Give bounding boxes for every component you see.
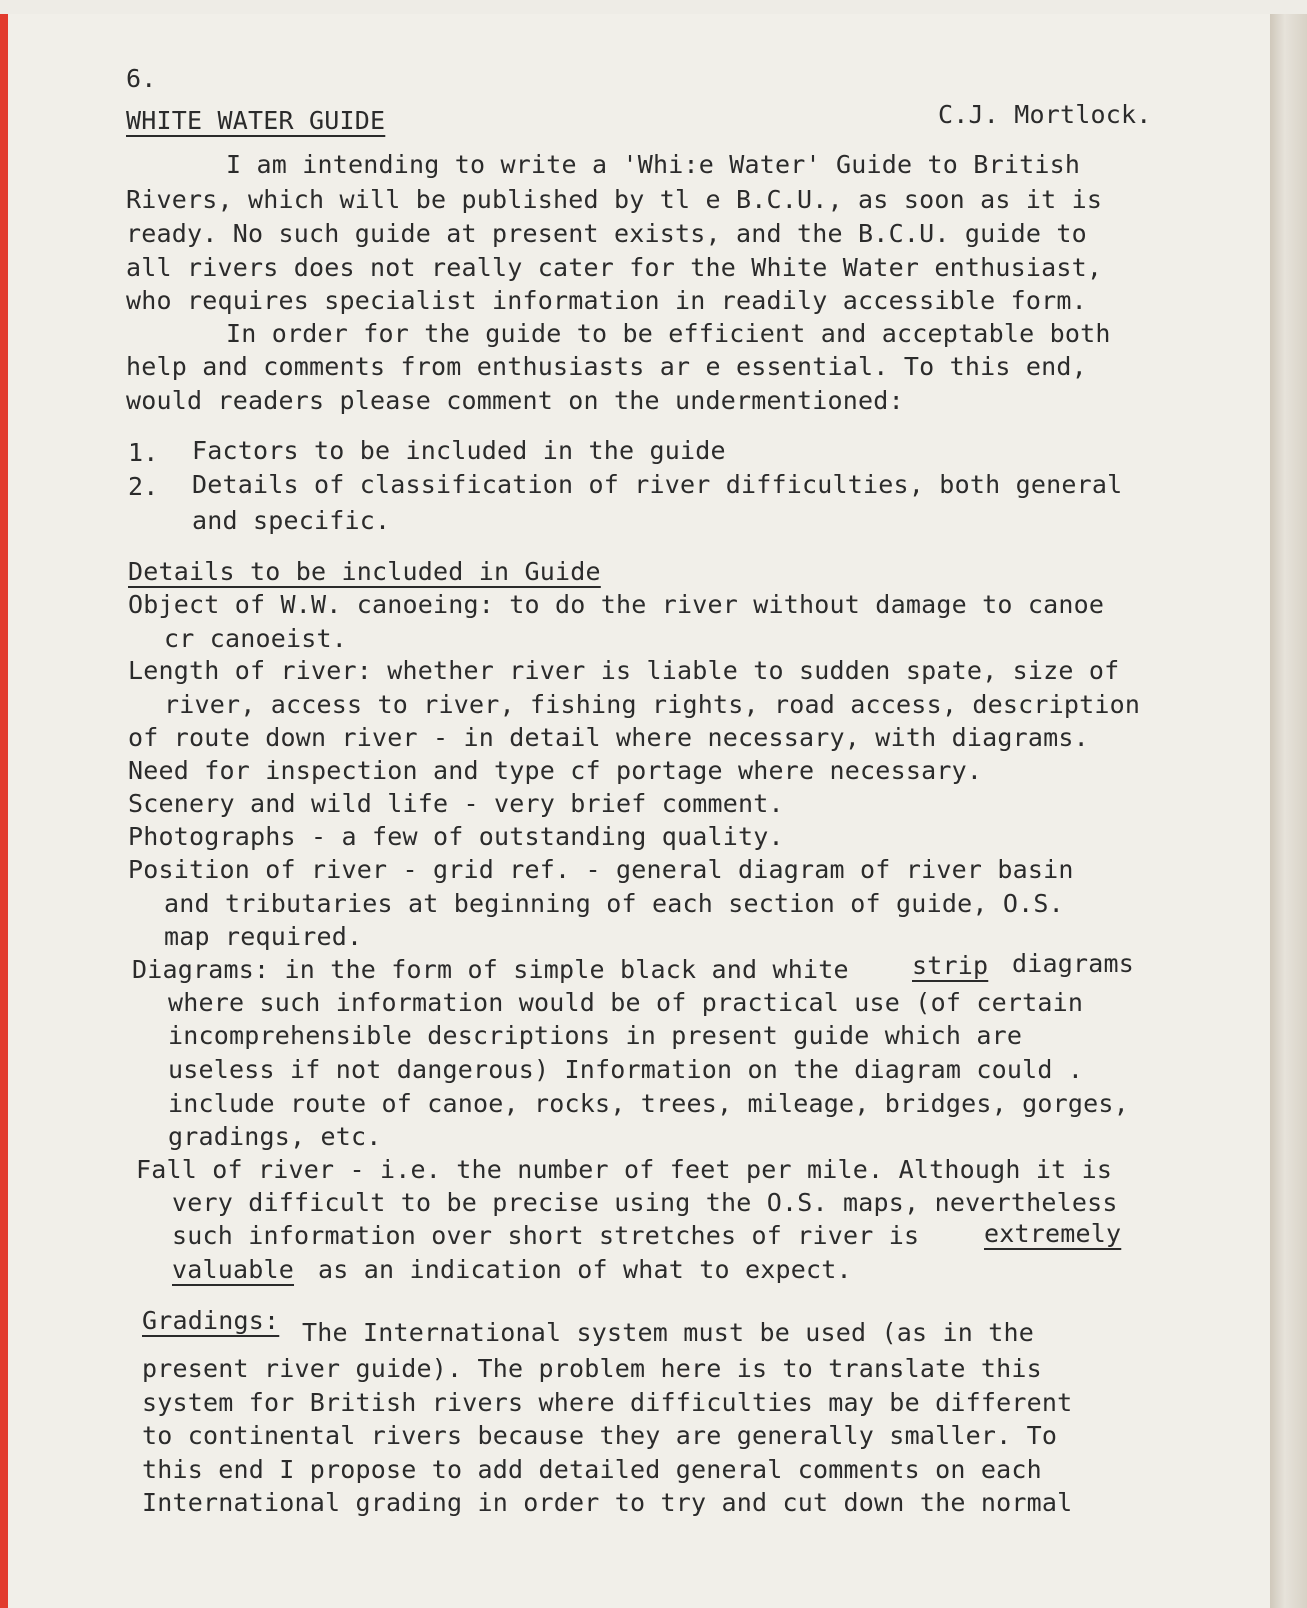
details-line: such information over short stretches of river is bbox=[172, 1221, 920, 1250]
details-line: as an indication of what to expect. bbox=[318, 1255, 852, 1284]
document-page bbox=[0, 14, 1270, 1608]
gradings-line: system for British rivers where difficulties may be different bbox=[142, 1388, 1073, 1417]
details-line: include route of canoe, rocks, trees, mileage, bridges, gorges, bbox=[168, 1089, 1129, 1118]
details-line: cr canoeist. bbox=[164, 624, 348, 653]
details-line: of route down river - in detail where necessary, with diagrams. bbox=[128, 723, 1089, 752]
details-line: map required. bbox=[164, 922, 363, 951]
intro-line: who requires specialist information in readily accessible form. bbox=[126, 286, 1087, 315]
details-line: useless if not dangerous) Information on the diagram could . bbox=[168, 1055, 1084, 1084]
details-emphasis: valuable bbox=[172, 1255, 295, 1284]
intro-line: all rivers does not really cater for the White Water enthusiast, bbox=[126, 253, 1103, 282]
details-line: Need for inspection and type cf portage where necessary. bbox=[128, 756, 983, 785]
list-item-text: and specific. bbox=[192, 506, 391, 535]
details-line: incomprehensible descriptions in present guide which are bbox=[168, 1021, 1023, 1050]
details-line: Photographs - a few of outstanding quality. bbox=[128, 822, 784, 851]
page-binding-edge bbox=[1270, 14, 1307, 1608]
intro-line: help and comments from enthusiasts ar e essential. To this end, bbox=[126, 352, 1087, 381]
gradings-line: International grading in order to try and cut down the normal bbox=[142, 1488, 1073, 1517]
article-author: C.J. Mortlock. bbox=[938, 100, 1152, 129]
intro-line: I am intending to write a 'Whi:e Water' Guide to British bbox=[226, 150, 1081, 179]
gradings-line: present river guide). The problem here is to translate this bbox=[142, 1354, 1042, 1383]
gradings-line: to continental rivers because they are generally smaller. To bbox=[142, 1421, 1058, 1450]
intro-line: would readers please comment on the undermentioned: bbox=[126, 386, 904, 415]
details-line: where such information would be of practical use (of certain bbox=[168, 988, 1084, 1017]
list-item-number: 1. bbox=[128, 438, 159, 467]
list-item-text: Details of classification of river difficulties, both general bbox=[192, 470, 1123, 499]
details-line: Diagrams: in the form of simple black and white bbox=[132, 955, 849, 984]
details-line: Scenery and wild life - very brief comment. bbox=[128, 789, 784, 818]
details-line: Length of river: whether river is liable to sudden spate, size of bbox=[128, 656, 1120, 685]
details-line: Position of river - grid ref. - general diagram of river basin bbox=[128, 855, 1074, 884]
intro-line: Rivers, which will be published by tl e B.C.U., as soon as it is bbox=[126, 185, 1103, 214]
intro-line: In order for the guide to be efficient and acceptable both bbox=[226, 319, 1111, 348]
details-line: gradings, etc. bbox=[168, 1122, 382, 1151]
details-emphasis: strip bbox=[912, 951, 989, 980]
article-title: WHITE WATER GUIDE bbox=[126, 106, 386, 135]
page-number: 6. bbox=[126, 64, 157, 93]
gradings-line: this end I propose to add detailed general comments on each bbox=[142, 1455, 1042, 1484]
list-item-number: 2. bbox=[128, 472, 159, 501]
details-line: Object of W.W. canoeing: to do the river without damage to canoe bbox=[128, 590, 1105, 619]
intro-line: ready. No such guide at present exists, and the B.C.U. guide to bbox=[126, 219, 1087, 248]
details-line: and tributaries at beginning of each section of guide, O.S. bbox=[164, 889, 1064, 918]
list-item-text: Factors to be included in the guide bbox=[192, 436, 726, 465]
details-line: river, access to river, fishing rights, road access, description bbox=[164, 690, 1141, 719]
page-top-edge bbox=[0, 0, 1307, 14]
gradings-label: Gradings: bbox=[142, 1306, 280, 1335]
section-heading: Details to be included in Guide bbox=[128, 557, 601, 586]
gradings-line: The International system must be used (as in the bbox=[302, 1318, 1035, 1347]
details-line: diagrams bbox=[1012, 949, 1135, 978]
details-emphasis: extremely bbox=[984, 1219, 1122, 1248]
details-line: very difficult to be precise using the O.S. maps, nevertheless bbox=[172, 1188, 1118, 1217]
details-line: Fall of river - i.e. the number of feet per mile. Although it is bbox=[136, 1155, 1113, 1184]
